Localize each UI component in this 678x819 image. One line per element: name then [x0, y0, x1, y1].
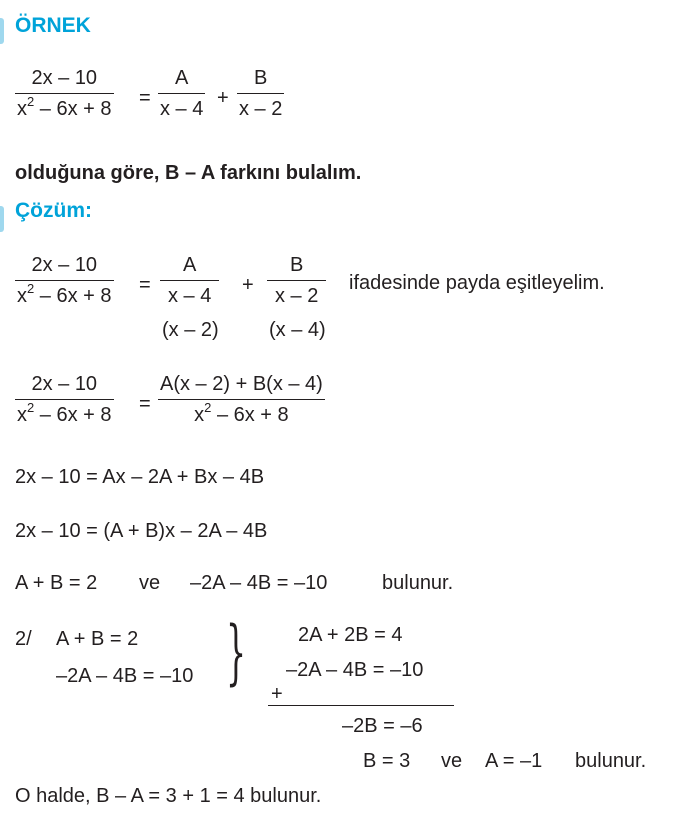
- problem-term2-numerator: B: [254, 67, 268, 89]
- step1-term1-multiplier: (x – 2): [162, 319, 219, 341]
- step2-rhs-denominator: $x^2 - 6x + 8$: [158, 399, 325, 427]
- system-result-eq1: 2A + 2B = 4: [298, 624, 403, 646]
- result-a: A = –1: [485, 750, 543, 772]
- step2-lhs-fraction: [15, 372, 114, 427]
- step1-term2-denominator: x – 2: [267, 280, 326, 308]
- left-edge-mark-top: [0, 18, 4, 44]
- problem-term1-numerator: A: [175, 67, 189, 89]
- problem-term1-fraction: [158, 66, 205, 121]
- step1-lhs-denominator: $x^2 - 6x + 8$: [17, 281, 112, 307]
- coefficient-ve: ve: [139, 572, 161, 594]
- step2-lhs-denominator: $x^2 - 6x + 8$: [17, 400, 112, 426]
- step1-term2-multiplier: (x – 4): [269, 319, 326, 341]
- problem-term1-denominator: x – 4: [158, 93, 205, 121]
- coefficient-eq1: A + B = 2: [15, 572, 98, 594]
- problem-lhs-numerator: 2x – 10: [31, 67, 98, 89]
- result-suffix: bulunur.: [575, 750, 647, 772]
- problem-plus: +: [217, 87, 229, 109]
- problem-term2-fraction: [237, 66, 284, 121]
- step2-rhs-numerator: A(x – 2) + B(x – 4): [160, 373, 323, 395]
- system-eq2: –2A – 4B = –10: [56, 665, 194, 687]
- question-text: olduğuna göre, B – A farkını bulalım.: [15, 162, 362, 184]
- system-result-eq2: –2A – 4B = –10: [286, 659, 424, 681]
- system-brace: }: [226, 611, 247, 693]
- problem-term2-denominator: x – 2: [237, 93, 284, 121]
- result-ve: ve: [441, 750, 463, 772]
- step2-equals: =: [139, 393, 151, 415]
- system-multiplier: 2/: [15, 628, 32, 650]
- step1-equals: =: [139, 274, 151, 296]
- problem-lhs-fraction: [15, 66, 114, 121]
- system-add-operator: +: [271, 683, 283, 705]
- problem-lhs-denominator: $x^2 - 6x + 8$: [17, 94, 112, 120]
- problem-equals: =: [139, 87, 151, 109]
- conclusion-text: O halde, B – A = 3 + 1 = 4 bulunur.: [15, 785, 322, 807]
- step2-rhs-fraction: [158, 372, 325, 427]
- system-eq1: A + B = 2: [56, 628, 139, 650]
- step1-term1-denominator: x – 4: [160, 280, 219, 308]
- grouped-equation: 2x – 10 = (A + B)x – 2A – 4B: [15, 520, 268, 542]
- expanded-equation: 2x – 10 = Ax – 2A + Bx – 4B: [15, 466, 265, 488]
- step1-term2-fraction: [267, 253, 326, 308]
- step1-note: ifadesinde payda eşitleyelim.: [349, 272, 605, 294]
- left-edge-mark-bottom: [0, 206, 4, 232]
- step1-lhs-fraction: [15, 253, 114, 308]
- step1-term1-fraction: [160, 253, 219, 308]
- result-b: B = 3: [363, 750, 411, 772]
- system-sum: –2B = –6: [342, 715, 423, 737]
- solution-title: Çözüm:: [15, 199, 92, 222]
- step1-term1-numerator: A: [183, 254, 197, 276]
- step2-lhs-numerator: 2x – 10: [31, 373, 98, 395]
- step1-lhs-numerator: 2x – 10: [31, 254, 98, 276]
- coefficient-suffix: bulunur.: [382, 572, 454, 594]
- step1-term2-numerator: B: [290, 254, 304, 276]
- system-sum-line: [268, 705, 454, 706]
- coefficient-eq2: –2A – 4B = –10: [190, 572, 328, 594]
- step1-plus: +: [242, 274, 254, 296]
- example-title: ÖRNEK: [15, 14, 91, 37]
